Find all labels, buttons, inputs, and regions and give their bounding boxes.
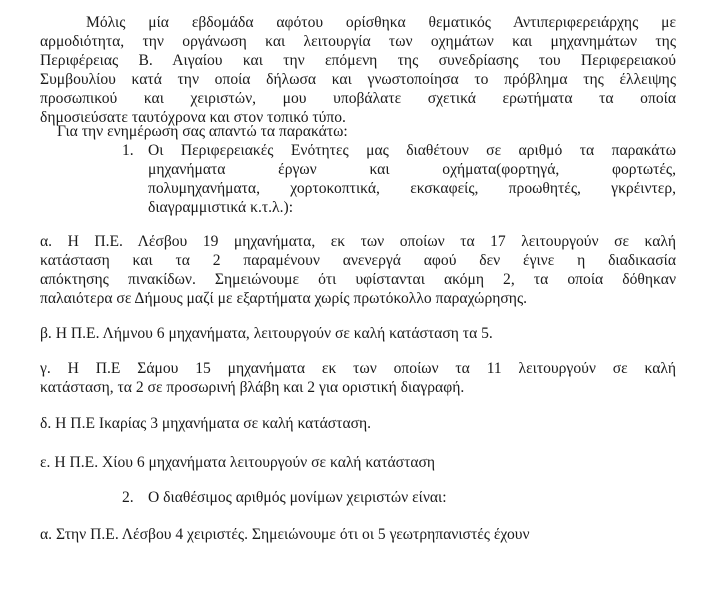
para-d bbox=[40, 414, 371, 433]
intro-line-5: προσωπικού και χειριστών, μου υποβάλατε σχετικά ερωτήματα τα οποία bbox=[40, 90, 676, 107]
para-c bbox=[40, 359, 676, 397]
intro-paragraph bbox=[40, 13, 676, 127]
para-c-line-1: γ. Η Π.Ε Σάμου 15 μηχανήματα εκ των οποίων τα 11 λειτουργούν σε καλή bbox=[40, 360, 676, 377]
para-a2-text: α. Στην Π.Ε. Λέσβου 4 χειριστές. Σημειώνουμε ότι οι 5 γεωτρηπανιστές έχουν bbox=[40, 526, 530, 543]
item1-line-1: Οι Περιφερειακές Ενότητες μας διαθέτουν σε αριθμό τα παρακάτω bbox=[148, 142, 676, 159]
para-a-line-1: α. Η Π.Ε. Λέσβου 19 μηχανήματα, εκ των οποίων τα 17 λειτουργούν σε καλή bbox=[40, 233, 676, 250]
item1-line-4: διαγραμμιστικά κ.τ.λ.): bbox=[148, 199, 294, 216]
item2-number: 2. bbox=[122, 489, 134, 506]
intro-line-1: Μόλις μία εβδομάδα αφότου ορίσθηκα θεματικός Αντιπεριφερειάρχης με bbox=[86, 14, 676, 31]
item1-line-2: μηχανήματα έργων και οχήματα(φορτηγά, φορτωτές, bbox=[148, 161, 676, 178]
item1-number: 1. bbox=[122, 142, 134, 159]
para-a-line-3: απόκτησης πινακίδων. Σημειώνουμε ότι υφίστανται ακόμη 2, τα οποία δόθηκαν bbox=[40, 271, 676, 288]
lead-in bbox=[57, 122, 348, 141]
item1-paragraph bbox=[148, 141, 676, 217]
para-e bbox=[40, 453, 435, 472]
para-b bbox=[40, 324, 493, 343]
para-a2 bbox=[40, 525, 530, 544]
para-a-line-2: κατάσταση και τα 2 παραμένουν ανενεργά αφού δεν έγινε η διαδικασία bbox=[40, 252, 676, 269]
para-c-line-2: κατάσταση, τα 2 σε προσωρινή βλάβη και 2 για οριστική διαγραφή. bbox=[40, 379, 465, 396]
item2-paragraph bbox=[148, 488, 447, 507]
lead-in-text: Για την ενημέρωση σας απαντώ τα παρακάτω: bbox=[57, 123, 348, 140]
para-b-text: β. Η Π.Ε. Λήμνου 6 μηχανήματα, λειτουργούν σε καλή κατάσταση τα 5. bbox=[40, 325, 493, 342]
intro-line-4: Συμβουλίου κατά την οποία δήλωσα και γνωστοποίησα το πρόβλημα της έλλειψης bbox=[40, 71, 676, 88]
para-e-text: ε. Η Π.Ε. Χίου 6 μηχανήματα λειτουργούν σε καλή κατάσταση bbox=[40, 454, 436, 471]
para-a bbox=[40, 232, 676, 308]
item2-text: Ο διαθέσιμος αριθμός μονίμων χειριστών είναι: bbox=[148, 489, 447, 506]
intro-line-2: αρμοδιότητα, την οργάνωση και λειτουργία των οχημάτων και μηχανημάτων της bbox=[40, 33, 676, 50]
intro-line-6: δημοσιεύσατε ταυτόχρονα και στον τοπικό τύπο. bbox=[40, 109, 346, 126]
intro-line-3: Περιφέρειας Β. Αιγαίου και την επόμενη της συνεδρίασης του Περιφερειακού bbox=[40, 52, 676, 69]
item1-line-3: πολυμηχανήματα, χορτοκοπτικά, εκσκαφείς, προωθητές, γκρέιντερ, bbox=[148, 180, 676, 197]
para-a-line-4: παλαιότερα σε Δήμους μαζί με εξαρτήματα χωρίς πρωτόκολλο παραχώρησης. bbox=[40, 290, 528, 307]
para-d-text: δ. Η Π.Ε Ικαρίας 3 μηχανήματα σε καλή κατάσταση. bbox=[40, 415, 372, 432]
